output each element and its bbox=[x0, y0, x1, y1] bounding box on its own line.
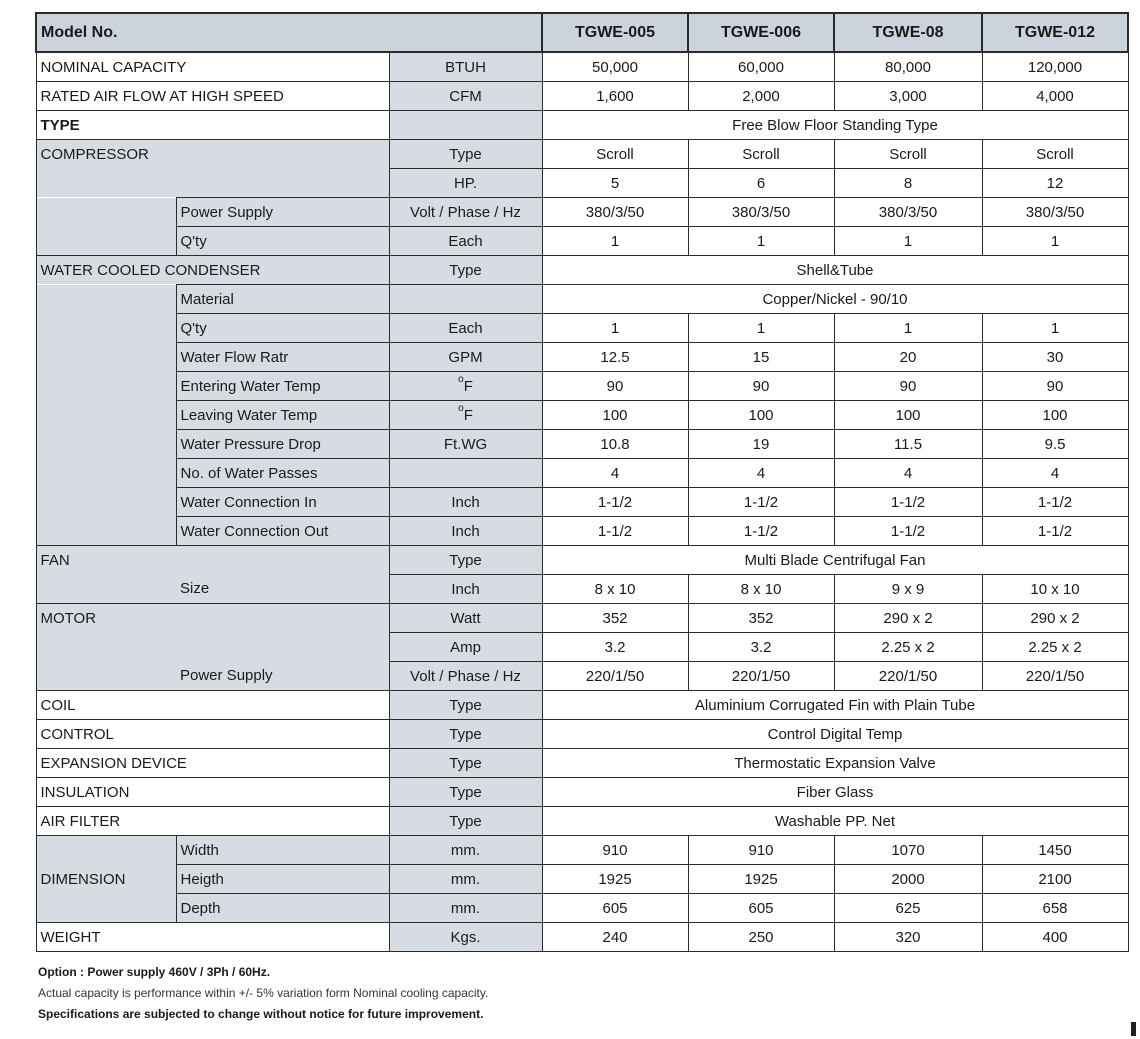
value-cell: 90 bbox=[982, 372, 1128, 401]
sub-label: No. of Water Passes bbox=[176, 459, 389, 488]
row-label: NOMINAL CAPACITY bbox=[36, 52, 389, 82]
value-cell: 220/1/50 bbox=[688, 662, 834, 691]
row-weight bbox=[36, 923, 1128, 952]
unit-cell: Type bbox=[389, 691, 542, 720]
unit-cell: Each bbox=[389, 314, 542, 343]
value-cell: 3,000 bbox=[834, 82, 982, 111]
value-cell: 60,000 bbox=[688, 52, 834, 82]
value-cell: Scroll bbox=[542, 140, 688, 169]
sub-label: Water Connection In bbox=[176, 488, 389, 517]
row-rated-air-flow bbox=[36, 82, 1128, 111]
model-name: TGWE-012 bbox=[982, 13, 1128, 52]
row-condenser-leaving-temp bbox=[36, 401, 1128, 430]
row-insulation bbox=[36, 778, 1128, 807]
value-cell: 250 bbox=[688, 923, 834, 952]
sub-label: Q'ty bbox=[176, 314, 389, 343]
unit-cell: Kgs. bbox=[389, 923, 542, 952]
sub-label: Width bbox=[176, 836, 389, 865]
value-cell: 1 bbox=[542, 227, 688, 256]
row-motor-watt bbox=[36, 604, 1128, 633]
unit-cell: Type bbox=[389, 807, 542, 836]
row-label: RATED AIR FLOW AT HIGH SPEED bbox=[36, 82, 389, 111]
unit-cell: Type bbox=[389, 546, 542, 575]
value-cell: Copper/Nickel - 90/10 bbox=[542, 285, 1128, 314]
row-compressor-qty bbox=[36, 227, 1128, 256]
unit-cell: Watt bbox=[389, 604, 542, 633]
sub-label: Water Connection Out bbox=[176, 517, 389, 546]
section-label: MOTOR bbox=[36, 604, 389, 633]
value-cell: 120,000 bbox=[982, 52, 1128, 82]
value-cell: 3.2 bbox=[542, 633, 688, 662]
row-condenser-flow bbox=[36, 343, 1128, 372]
unit-text: F bbox=[463, 406, 473, 424]
value-cell: 100 bbox=[834, 401, 982, 430]
row-fan-size bbox=[36, 575, 1128, 604]
row-label: WEIGHT bbox=[36, 923, 389, 952]
row-condenser-qty bbox=[36, 314, 1128, 343]
section-label: COMPRESSOR bbox=[36, 140, 389, 169]
value-cell: 4 bbox=[542, 459, 688, 488]
value-cell: 380/3/50 bbox=[542, 198, 688, 227]
row-motor-power bbox=[36, 662, 1128, 691]
value-cell: 4 bbox=[834, 459, 982, 488]
value-cell: 1 bbox=[834, 227, 982, 256]
value-cell: 1925 bbox=[688, 865, 834, 894]
row-dimension-height bbox=[36, 865, 1128, 894]
value-cell: Scroll bbox=[688, 140, 834, 169]
specification-table bbox=[35, 12, 1129, 952]
sub-label: Heigth bbox=[176, 865, 389, 894]
section-label: WATER COOLED CONDENSER bbox=[36, 256, 389, 285]
value-cell: 352 bbox=[688, 604, 834, 633]
value-cell: Scroll bbox=[982, 140, 1128, 169]
row-label: COIL bbox=[36, 691, 389, 720]
value-cell: 8 x 10 bbox=[542, 575, 688, 604]
sub-label: Material bbox=[176, 285, 389, 314]
section-label: DIMENSION bbox=[36, 836, 176, 923]
value-cell: 220/1/50 bbox=[542, 662, 688, 691]
unit-cell: Ft.WG bbox=[389, 430, 542, 459]
value-cell: 9.5 bbox=[982, 430, 1128, 459]
value-cell: Fiber Glass bbox=[542, 778, 1128, 807]
value-cell: 1,600 bbox=[542, 82, 688, 111]
row-nominal-capacity bbox=[36, 52, 1128, 82]
footnotes bbox=[38, 962, 488, 1025]
row-condenser-connection-out bbox=[36, 517, 1128, 546]
row-condenser-connection-in bbox=[36, 488, 1128, 517]
value-cell: 2.25 x 2 bbox=[982, 633, 1128, 662]
value-cell: 2000 bbox=[834, 865, 982, 894]
value-cell: 90 bbox=[688, 372, 834, 401]
unit-cell bbox=[389, 372, 542, 401]
value-cell: 9 x 9 bbox=[834, 575, 982, 604]
value-cell: 8 bbox=[834, 169, 982, 198]
value-cell: Aluminium Corrugated Fin with Plain Tube bbox=[542, 691, 1128, 720]
row-label: CONTROL bbox=[36, 720, 389, 749]
row-type bbox=[36, 111, 1128, 140]
value-cell: 1-1/2 bbox=[542, 488, 688, 517]
row-coil bbox=[36, 691, 1128, 720]
row-label: EXPANSION DEVICE bbox=[36, 749, 389, 778]
value-cell: 4 bbox=[982, 459, 1128, 488]
row-control bbox=[36, 720, 1128, 749]
unit-cell: GPM bbox=[389, 343, 542, 372]
value-cell: 1-1/2 bbox=[982, 517, 1128, 546]
unit-cell: Each bbox=[389, 227, 542, 256]
value-cell: 290 x 2 bbox=[982, 604, 1128, 633]
value-cell: 30 bbox=[982, 343, 1128, 372]
degree-symbol: o bbox=[458, 373, 464, 385]
value-cell: 80,000 bbox=[834, 52, 982, 82]
sub-label: Power Supply bbox=[176, 662, 389, 691]
unit-cell: Inch bbox=[389, 488, 542, 517]
value-cell: 1 bbox=[688, 227, 834, 256]
unit-cell: Inch bbox=[389, 517, 542, 546]
value-cell: 910 bbox=[542, 836, 688, 865]
unit-cell bbox=[389, 111, 542, 140]
value-cell: 6 bbox=[688, 169, 834, 198]
row-compressor-hp bbox=[36, 169, 1128, 198]
value-cell: 1 bbox=[688, 314, 834, 343]
unit-cell: Inch bbox=[389, 575, 542, 604]
row-label: INSULATION bbox=[36, 778, 389, 807]
unit-text: F bbox=[463, 377, 473, 395]
unit-cell: CFM bbox=[389, 82, 542, 111]
value-cell: 100 bbox=[542, 401, 688, 430]
value-cell: 400 bbox=[982, 923, 1128, 952]
value-cell: 1 bbox=[542, 314, 688, 343]
value-cell: 100 bbox=[688, 401, 834, 430]
row-condenser-passes bbox=[36, 459, 1128, 488]
sub-label: Water Pressure Drop bbox=[176, 430, 389, 459]
value-cell: 2.25 x 2 bbox=[834, 633, 982, 662]
row-motor-amp bbox=[36, 633, 1128, 662]
edge-mark bbox=[1131, 1022, 1136, 1036]
row-label: AIR FILTER bbox=[36, 807, 389, 836]
capacity-note: Actual capacity is performance within +/- 5% variation form Nominal cooling capacity. bbox=[38, 986, 489, 1000]
value-cell: 2100 bbox=[982, 865, 1128, 894]
unit-cell: mm. bbox=[389, 836, 542, 865]
value-cell: 100 bbox=[982, 401, 1128, 430]
value-cell: 1-1/2 bbox=[688, 488, 834, 517]
value-cell: 625 bbox=[834, 894, 982, 923]
value-cell: 15 bbox=[688, 343, 834, 372]
value-cell: 380/3/50 bbox=[834, 198, 982, 227]
value-cell: 1070 bbox=[834, 836, 982, 865]
sub-label: Q'ty bbox=[176, 227, 389, 256]
row-label: TYPE bbox=[36, 111, 389, 140]
sub-label: Size bbox=[176, 575, 389, 604]
value-cell: 220/1/50 bbox=[834, 662, 982, 691]
unit-cell: mm. bbox=[389, 865, 542, 894]
value-cell: Shell&Tube bbox=[542, 256, 1128, 285]
value-cell: 1-1/2 bbox=[834, 488, 982, 517]
value-cell: Multi Blade Centrifugal Fan bbox=[542, 546, 1128, 575]
row-dimension-width bbox=[36, 836, 1128, 865]
unit-cell: Amp bbox=[389, 633, 542, 662]
value-cell: 3.2 bbox=[688, 633, 834, 662]
specification-note: Specifications are subjected to change without notice for future improvement. bbox=[38, 1007, 484, 1021]
unit-cell: Type bbox=[389, 749, 542, 778]
value-cell: 90 bbox=[542, 372, 688, 401]
value-cell: 10 x 10 bbox=[982, 575, 1128, 604]
row-condenser-entering-temp bbox=[36, 372, 1128, 401]
unit-cell: Type bbox=[389, 720, 542, 749]
value-cell: 352 bbox=[542, 604, 688, 633]
row-dimension-depth bbox=[36, 894, 1128, 923]
unit-cell: Type bbox=[389, 778, 542, 807]
value-cell: 1 bbox=[982, 314, 1128, 343]
value-cell: 658 bbox=[982, 894, 1128, 923]
value-cell: 11.5 bbox=[834, 430, 982, 459]
value-cell: 1-1/2 bbox=[542, 517, 688, 546]
value-cell: 290 x 2 bbox=[834, 604, 982, 633]
model-label: Model No. bbox=[36, 13, 542, 52]
unit-cell: Volt / Phase / Hz bbox=[389, 198, 542, 227]
row-air-filter bbox=[36, 807, 1128, 836]
row-compressor-type bbox=[36, 140, 1128, 169]
value-cell: Control Digital Temp bbox=[542, 720, 1128, 749]
unit-cell: Type bbox=[389, 140, 542, 169]
unit-cell: BTUH bbox=[389, 52, 542, 82]
unit-cell: Type bbox=[389, 256, 542, 285]
value-cell: 4,000 bbox=[982, 82, 1128, 111]
row-condenser-pressure-drop bbox=[36, 430, 1128, 459]
unit-cell: Volt / Phase / Hz bbox=[389, 662, 542, 691]
value-cell: 1-1/2 bbox=[834, 517, 982, 546]
unit-cell bbox=[389, 459, 542, 488]
value-cell: 1 bbox=[834, 314, 982, 343]
degree-symbol: o bbox=[458, 402, 464, 414]
sub-label: Leaving Water Temp bbox=[176, 401, 389, 430]
value-cell: 2,000 bbox=[688, 82, 834, 111]
value-cell: 4 bbox=[688, 459, 834, 488]
header-row bbox=[36, 13, 1128, 52]
value-cell: 8 x 10 bbox=[688, 575, 834, 604]
value-cell: 50,000 bbox=[542, 52, 688, 82]
value-cell: 5 bbox=[542, 169, 688, 198]
sub-label: Water Flow Ratr bbox=[176, 343, 389, 372]
value-cell: Thermostatic Expansion Valve bbox=[542, 749, 1128, 778]
value-cell: 12 bbox=[982, 169, 1128, 198]
value-cell: 240 bbox=[542, 923, 688, 952]
row-compressor-power bbox=[36, 198, 1128, 227]
value-cell: 1450 bbox=[982, 836, 1128, 865]
value-cell: 1-1/2 bbox=[688, 517, 834, 546]
value-cell: 19 bbox=[688, 430, 834, 459]
option-note: Option : Power supply 460V / 3Ph / 60Hz. bbox=[38, 965, 271, 979]
model-name: TGWE-005 bbox=[542, 13, 688, 52]
value-cell: 1925 bbox=[542, 865, 688, 894]
value-cell: 1-1/2 bbox=[982, 488, 1128, 517]
value-cell: 220/1/50 bbox=[982, 662, 1128, 691]
value-cell: 605 bbox=[542, 894, 688, 923]
section-label: FAN bbox=[36, 546, 389, 575]
unit-cell: mm. bbox=[389, 894, 542, 923]
sub-label: Depth bbox=[176, 894, 389, 923]
value-cell: 910 bbox=[688, 836, 834, 865]
sub-label: Entering Water Temp bbox=[176, 372, 389, 401]
value-cell: 12.5 bbox=[542, 343, 688, 372]
model-name: TGWE-08 bbox=[834, 13, 982, 52]
value-cell: 10.8 bbox=[542, 430, 688, 459]
row-condenser-type bbox=[36, 256, 1128, 285]
value-cell: 380/3/50 bbox=[982, 198, 1128, 227]
unit-cell bbox=[389, 401, 542, 430]
value-cell: 320 bbox=[834, 923, 982, 952]
value-cell: Free Blow Floor Standing Type bbox=[542, 111, 1128, 140]
value-cell: 605 bbox=[688, 894, 834, 923]
value-cell: 90 bbox=[834, 372, 982, 401]
row-expansion-device bbox=[36, 749, 1128, 778]
value-cell: 1 bbox=[982, 227, 1128, 256]
value-cell: Washable PP. Net bbox=[542, 807, 1128, 836]
value-cell: Scroll bbox=[834, 140, 982, 169]
value-cell: 380/3/50 bbox=[688, 198, 834, 227]
unit-cell bbox=[389, 285, 542, 314]
model-name: TGWE-006 bbox=[688, 13, 834, 52]
sub-label: Power Supply bbox=[176, 198, 389, 227]
value-cell: 20 bbox=[834, 343, 982, 372]
row-condenser-material bbox=[36, 285, 1128, 314]
row-fan-type bbox=[36, 546, 1128, 575]
unit-cell: HP. bbox=[389, 169, 542, 198]
